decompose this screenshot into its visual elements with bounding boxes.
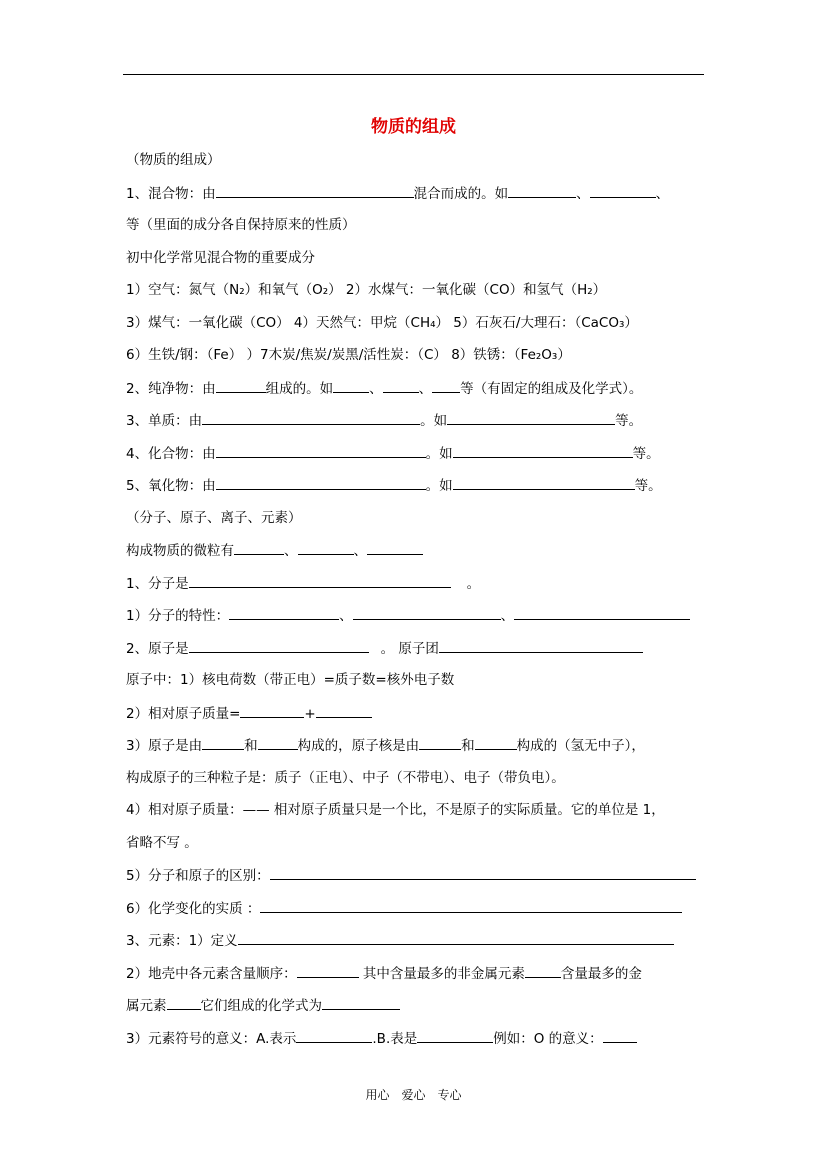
- page-title: 物质的组成: [371, 117, 456, 137]
- text: 、: [339, 608, 353, 624]
- page-footer: [0, 1086, 827, 1103]
- question-line: [126, 865, 696, 886]
- section-text: （物质的组成）: [126, 152, 221, 168]
- text: 省略不写 。: [126, 835, 198, 851]
- section-heading: [126, 150, 221, 170]
- text: 等（里面的成分各自保持原来的性质）: [126, 217, 356, 233]
- text-line: [126, 280, 606, 300]
- text-line: [126, 248, 315, 268]
- text: 构成的（氢无中子），: [516, 738, 645, 754]
- text: 例如：O 的意义：: [493, 1031, 603, 1047]
- text-line: [126, 800, 665, 820]
- answer-blank[interactable]: [417, 1028, 493, 1043]
- question-line: [126, 703, 372, 724]
- text-line: [126, 670, 454, 690]
- answer-blank[interactable]: [202, 410, 420, 425]
- text-line: [126, 345, 571, 365]
- answer-blank[interactable]: [453, 475, 635, 490]
- text: 其中含量最多的非金属元素: [362, 966, 525, 982]
- text: 3）原子是由: [126, 738, 203, 754]
- question-line: [126, 378, 642, 399]
- text: 等（有固定的组成及化学式）。: [460, 381, 643, 397]
- text-line: [126, 768, 565, 788]
- text-line: [126, 215, 356, 235]
- text: .B.表是: [372, 1031, 418, 1047]
- footer-text: 专心: [437, 1088, 462, 1102]
- question-line: [126, 638, 643, 659]
- text: 它们组成的化学式为: [200, 998, 322, 1014]
- footer-text: 爱心: [401, 1088, 426, 1102]
- question-line: [126, 735, 645, 756]
- text: 、: [655, 186, 670, 202]
- text: 初中化学常见混合物的重要成分: [126, 250, 315, 266]
- text: 1、混合物：由: [126, 186, 216, 202]
- text: 。如: [425, 446, 453, 462]
- text: 构成原子的三种粒子是：质子（正电）、中子（不带电）、电子（带负电）。: [126, 770, 565, 786]
- header-rule: [123, 74, 704, 75]
- text: 、: [418, 381, 433, 397]
- answer-blank[interactable]: [475, 735, 517, 750]
- text: 组成的。如: [265, 381, 334, 397]
- text: 1）空气：氮气（N₂）和氧气（O₂） 2）水煤气：一氧化碳（CO）和氢气（H₂）: [126, 282, 607, 298]
- question-line: [126, 963, 642, 984]
- text: 和: [461, 738, 475, 754]
- answer-blank[interactable]: [216, 475, 426, 490]
- answer-blank[interactable]: [322, 995, 400, 1010]
- text: 。如: [420, 413, 448, 429]
- text: 含量最多的金: [560, 966, 642, 982]
- answer-blank[interactable]: [447, 410, 615, 425]
- text-line: [126, 833, 198, 853]
- answer-blank[interactable]: [167, 995, 201, 1010]
- text: 和: [244, 738, 258, 754]
- question-line: [126, 995, 400, 1016]
- question-line: [126, 443, 660, 464]
- text: 1、分子是: [126, 576, 189, 592]
- text: 1）分子的特性：: [126, 608, 230, 624]
- text: 2）地壳中各元素含量顺序：: [126, 966, 297, 982]
- footer-text: 用心: [365, 1088, 390, 1102]
- text: 、: [576, 186, 590, 202]
- text: 2）相对原子质量=: [126, 706, 241, 722]
- question-line: [126, 605, 690, 626]
- answer-blank[interactable]: [298, 540, 354, 555]
- answer-blank[interactable]: [367, 540, 423, 555]
- text: 原子中：1）核电荷数（带正电）=质子数=核外电子数: [126, 672, 455, 688]
- text: 、: [369, 381, 383, 397]
- text: 3）元素符号的意义：A.表示: [126, 1031, 297, 1047]
- text: 等。: [632, 446, 660, 462]
- question-line: [126, 410, 642, 431]
- text: 2、纯净物：由: [126, 381, 216, 397]
- answer-blank[interactable]: [216, 443, 426, 458]
- answer-blank[interactable]: [316, 703, 372, 718]
- answer-blank[interactable]: [453, 443, 633, 458]
- text: 3、单质：由: [126, 413, 203, 429]
- answer-blank[interactable]: [189, 573, 451, 588]
- section-text: （分子、原子、离子、元素）: [126, 510, 302, 526]
- answer-blank[interactable]: [353, 605, 501, 620]
- question-line: [126, 898, 682, 919]
- answer-blank[interactable]: [234, 540, 284, 555]
- section-heading: [126, 508, 302, 528]
- answer-blank[interactable]: [432, 378, 460, 393]
- text: 3）煤气：一氧化碳（CO） 4）天然气：甲烷（CH₄） 5）石灰石/大理石：（CaCO₃）: [126, 315, 638, 331]
- answer-blank[interactable]: [240, 703, 304, 718]
- answer-blank[interactable]: [297, 963, 359, 978]
- answer-blank[interactable]: [238, 930, 674, 945]
- text: 等。: [615, 413, 643, 429]
- text: 。 原子团: [380, 641, 439, 657]
- text: 5、氧化物：由: [126, 478, 216, 494]
- text: 5）分子和原子的区别：: [126, 868, 270, 884]
- answer-blank[interactable]: [229, 605, 339, 620]
- answer-blank[interactable]: [216, 378, 266, 393]
- answer-blank[interactable]: [216, 183, 414, 198]
- text: 、: [500, 608, 515, 624]
- answer-blank[interactable]: [296, 1028, 372, 1043]
- question-line: [126, 475, 662, 496]
- answer-blank[interactable]: [270, 865, 696, 880]
- text: 6）生铁/钢：（Fe） ）7木炭/焦炭/炭黑/活性炭：（C） 8）铁锈：（Fe₂O₃）: [126, 347, 571, 363]
- text: +: [304, 706, 316, 722]
- text: 构成的，原子核是由: [297, 738, 420, 754]
- answer-blank[interactable]: [508, 183, 576, 198]
- question-line: [126, 930, 674, 951]
- answer-blank[interactable]: [439, 638, 643, 653]
- text: 4）相对原子质量：—— 相对原子质量只是一个比，不是原子的实际质量。它的单位是 1，: [126, 802, 665, 818]
- answer-blank[interactable]: [525, 963, 561, 978]
- question-line: [126, 1028, 637, 1049]
- text: 。: [466, 576, 481, 592]
- text: 属元素: [126, 998, 167, 1014]
- answer-blank[interactable]: [419, 735, 461, 750]
- text: 6）化学变化的实质 ：: [126, 901, 261, 917]
- answer-blank[interactable]: [202, 735, 244, 750]
- text: 混合而成的。如: [413, 186, 509, 202]
- text: 。如: [425, 478, 453, 494]
- answer-blank[interactable]: [333, 378, 369, 393]
- answer-blank[interactable]: [383, 378, 419, 393]
- answer-blank[interactable]: [603, 1028, 637, 1043]
- question-line: [126, 183, 669, 204]
- answer-blank[interactable]: [514, 605, 690, 620]
- text: 构成物质的微粒有: [126, 543, 234, 559]
- answer-blank[interactable]: [258, 735, 298, 750]
- text: 、: [353, 543, 367, 559]
- text: 3、元素：1）定义: [126, 933, 238, 949]
- question-line: [126, 573, 480, 594]
- answer-blank[interactable]: [260, 898, 682, 913]
- answer-blank[interactable]: [590, 183, 656, 198]
- text: 等。: [634, 478, 662, 494]
- text: 4、化合物：由: [126, 446, 216, 462]
- text: 2、原子是: [126, 641, 189, 657]
- question-line: [126, 540, 423, 561]
- text: 、: [284, 543, 298, 559]
- answer-blank[interactable]: [189, 638, 369, 653]
- text-line: [126, 313, 638, 333]
